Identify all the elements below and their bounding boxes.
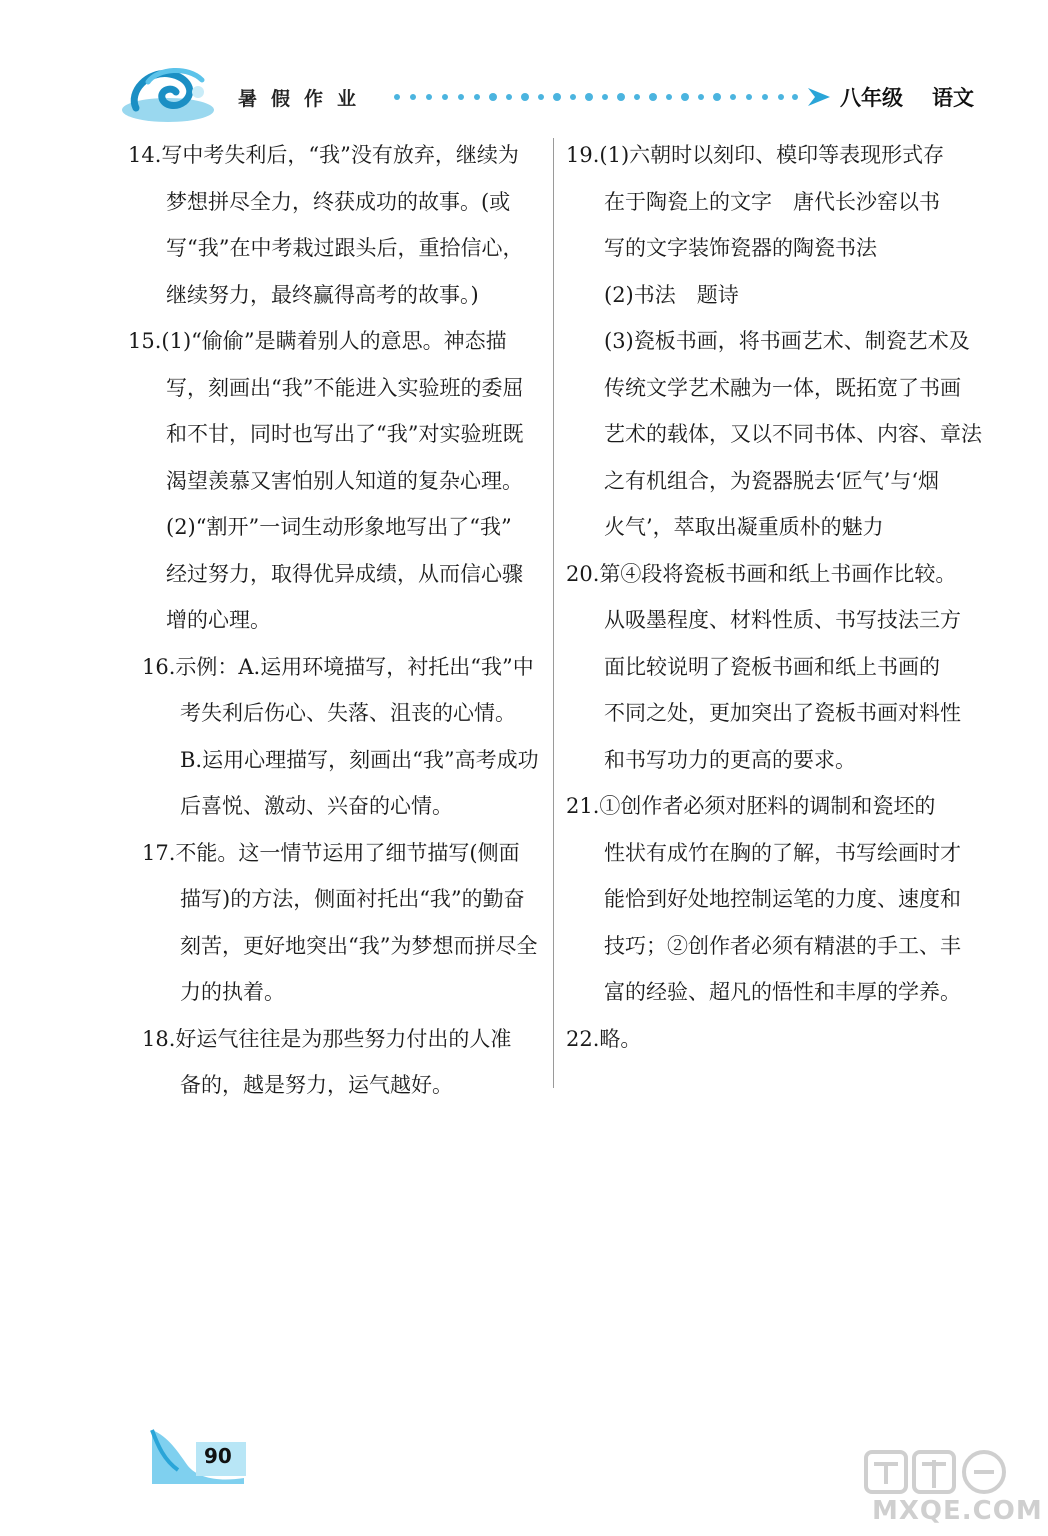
answer-line: 描写)的方法，侧面衬托出“我”的勤奋 — [180, 887, 525, 911]
answer-line: 从吸墨程度、材料性质、书写技法三方 — [604, 608, 961, 632]
answer-line: 和书写功力的更高的要求。 — [604, 747, 856, 772]
answer-line: 继续努力，最终赢得高考的故事。) — [166, 282, 479, 307]
watermark-text: MXQE.COM — [872, 1496, 1043, 1526]
answer-line: 17.不能。这一情节运用了细节描写(侧面 — [142, 840, 520, 865]
answer-line: 21.①创作者必须对胚料的调制和瓷坯的 — [566, 794, 936, 818]
answer-line: 艺术的载体，又以不同书体、内容、章法 — [604, 422, 982, 446]
answer-line: 性状有成竹在胸的了解，书写绘画时才 — [604, 840, 961, 865]
answer-line: 经过努力，取得优异成绩，从而信心骤 — [166, 561, 523, 586]
answer-line: 后喜悦、激动、兴奋的心情。 — [180, 794, 453, 818]
answer-line: 15.(1)“偷偷”是瞒着别人的意思。神态描 — [128, 329, 507, 353]
answer-line: 能恰到好处地控制运笔的力度、速度和 — [604, 887, 961, 911]
answer-line: 面比较说明了瓷板书画和纸上书画的 — [604, 654, 940, 679]
left-answer-column — [128, 132, 548, 1109]
page-header — [0, 0, 1048, 140]
column-divider — [553, 138, 554, 1088]
answer-line: 22.略。 — [566, 1026, 642, 1051]
answer-line: B.运用心理描写，刻画出“我”高考成功 — [180, 747, 539, 772]
answer-line: 20.第④段将瓷板书画和纸上书画作比较。 — [566, 561, 957, 586]
answer-line: 渴望羡慕又害怕别人知道的复杂心理。 — [166, 468, 523, 493]
answer-15 — [128, 318, 548, 644]
answer-line: 之有机组合，为瓷器脱去‘匠气’与‘烟 — [604, 468, 940, 493]
answer-line: 备的，越是努力，运气越好。 — [180, 1073, 453, 1097]
answer-line: 火气’，萃取出凝重质朴的魅力 — [604, 515, 884, 539]
book-series-logo-icon — [118, 62, 218, 128]
answer-line: 19.(1)六朝时以刻印、模印等表现形式存 — [566, 143, 945, 167]
answer-line: 梦想拼尽全力，终获成功的故事。(或 — [166, 189, 511, 214]
decorative-dots-icon — [392, 90, 802, 104]
answer-16 — [128, 644, 548, 830]
right-answer-column — [566, 132, 982, 1062]
subject-label: 语文 — [932, 86, 974, 110]
answer-line: (2)书法 题诗 — [604, 282, 739, 307]
answer-20 — [566, 551, 982, 784]
answer-line: 16.示例：A.运用环境描写，衬托出“我”中 — [142, 654, 534, 679]
answer-line: 力的执着。 — [180, 980, 285, 1004]
answer-line: 写，刻画出“我”不能进入实验班的委屈 — [166, 375, 524, 400]
answer-line: 技巧；②创作者必须有精湛的手工、丰 — [604, 933, 961, 958]
answer-line: 18.好运气往往是为那些努力付出的人准 — [142, 1026, 512, 1051]
answer-line: 写“我”在中考栽过跟头后，重拾信心， — [166, 236, 524, 260]
answer-line: 在于陶瓷上的文字 唐代长沙窑以书 — [604, 189, 940, 214]
answer-line: 增的心理。 — [166, 608, 271, 632]
answer-line: 刻苦，更好地突出“我”为梦想而拼尽全 — [180, 933, 538, 958]
answer-18 — [128, 1016, 548, 1109]
answer-line: 传统文学艺术融为一体，既拓宽了书画 — [604, 375, 961, 400]
series-title: 暑假作业 — [238, 88, 371, 110]
grade-label: 八年级 — [840, 86, 903, 110]
answer-line: 不同之处，更加突出了瓷板书画对料性 — [604, 701, 961, 725]
answer-line: 和不甘，同时也写出了“我”对实验班既 — [166, 422, 524, 446]
answer-14 — [128, 132, 548, 318]
answer-line: (2)“割开”一词生动形象地写出了“我” — [166, 515, 512, 539]
arrow-right-icon — [806, 86, 832, 108]
answer-line: 写的文字装饰瓷器的陶瓷书法 — [604, 236, 877, 260]
answer-17 — [128, 830, 548, 1016]
answer-line: (3)瓷板书画，将书画艺术、制瓷艺术及 — [604, 329, 970, 353]
page-corner-decoration-icon — [148, 1426, 248, 1486]
answer-21 — [566, 783, 982, 1016]
answer-line: 14.写中考失利后，“我”没有放弃，继续为 — [128, 143, 519, 167]
answer-line: 富的经验、超凡的悟性和丰厚的学养。 — [604, 980, 961, 1004]
answer-22 — [566, 1016, 982, 1063]
page-number: 90 — [204, 1444, 232, 1468]
answer-19 — [566, 132, 982, 551]
answer-line: 考失利后伤心、失落、沮丧的心情。 — [180, 701, 516, 725]
